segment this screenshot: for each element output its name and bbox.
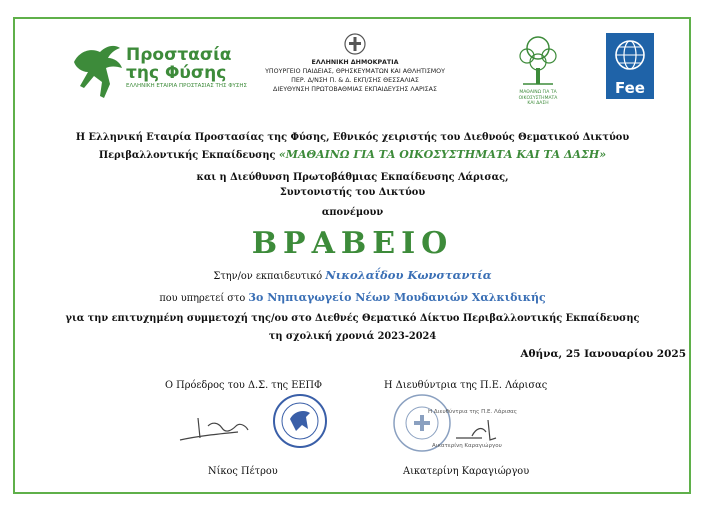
intro-line-2 [30,148,675,161]
tree-logo-caption-2: ΟΙΚΟΣΥΣΤΗΜΑΤΑ [518,95,558,101]
right-signatory-name: Αικατερίνη Καραγιώργου [403,466,530,477]
school-prefix: που υπηρετεί στο [159,293,249,304]
intro-line-2-prefix: Περιβαλλοντικής Εκπαίδευσης [98,150,279,161]
right-stamp-line-2: Αικατερίνη Καραγιώργου [432,443,502,449]
fee-logo [606,33,654,99]
award-title: ΒΡΑΒΕΙΟ [251,226,454,261]
globe-icon [606,33,654,79]
tree-logo-caption-1: ΜΑΘΑΙΝΩ ΓΙΑ ΤΑ [519,90,557,95]
ministry-header [250,58,460,94]
ministry-line: ΕΛΛΗΝΙΚΗ ΔΗΜΟΚΡΑΤΙΑ [311,59,399,66]
left-signatory-role: Ο Πρόεδρος του Δ.Σ. της ΕΕΠΦ [165,380,323,391]
intro-line-3: και η Διεύθυνση Πρωτοβάθμιας Εκπαίδευσης Λάρισας, [196,172,509,183]
reason-line: για την επιτυχημένη συμμετοχή της/ου στο Διεθνές Θεματικό Δίκτυο Περιβαλλοντικής Εκπαίδευσης [65,313,640,324]
recipient-prefix: Στην/ον εκπαιδευτικό [213,271,326,282]
program-name: «ΜΑΘΑΙΝΩ ΓΙΑ ΤΑ ΟΙΚΟΣΥΣΤΗΜΑΤΑ ΚΑΙ ΤΑ ΔΑΣΗ» [278,148,607,161]
org-stamp [272,393,328,449]
intro-line-4: Συντονιστής του Δικτύου [279,187,426,198]
issue-date: Αθήνα, 25 Ιανουαρίου 2025 [520,348,686,360]
goat-icon [70,42,126,100]
org-logo-title-2: της Φύσης [126,63,227,83]
tree-icon [513,32,563,90]
ministry-line: ΠΕΡ. Δ/ΝΣΗ Π. & Δ. ΕΚΠ/ΣΗΣ ΘΕΣΣΑΛΙΑΣ [291,77,419,84]
intro-line-5: απονέμουν [321,207,384,218]
greek-emblem-icon [344,32,366,56]
school-year: τη σχολική χρονιά 2023-2024 [268,331,437,342]
school-name: 3ο Νηπιαγωγείο Νέων Μουδανιών Χαλκιδικής [248,291,546,304]
recipient-name: Νικολαΐδου Κωνσταντία [325,268,492,282]
school-line [30,291,675,304]
right-stamp-line-1: Η Διευθύντρια της Π.Ε. Λάρισας [428,409,518,415]
org-logo-title-1: Προστασία [126,45,232,65]
org-logo-subtitle: ΕΛΛΗΝΙΚΗ ΕΤΑΙΡΙΑ ΠΡΟΣΤΑΣΙΑΣ ΤΗΣ ΦΥΣΗΣ [126,83,247,89]
ministry-line: ΔΙΕΥΘΥΝΣΗ ΠΡΩΤΟΒΑΘΜΙΑΣ ΕΚΠΑΙΔΕΥΣΗΣ ΛΑΡΙΣΑΣ [273,86,437,93]
ministry-line: ΥΠΟΥΡΓΕΙΟ ΠΑΙΔΕΙΑΣ, ΘΡΗΣΚΕΥΜΑΤΩΝ ΚΑΙ ΑΘΛΗΤΙΣΜΟΥ [265,68,445,75]
right-signatory-role: Η Διευθύντρια της Π.Ε. Λάρισας [384,380,548,391]
recipient-line [30,268,675,282]
tree-logo [513,32,563,106]
tree-logo-caption-3: ΚΑΙ ΔΑΣΗ [527,101,549,106]
intro-line-1: Η Ελληνική Εταιρία Προστασίας της Φύσης, Εθνικός χειριστής του Διεθνούς Θεματικού Δικτύου [75,132,630,143]
right-signature-icon [452,414,502,444]
left-signature-icon [178,408,273,448]
org-logo [70,42,247,100]
left-signatory-name: Νίκος Πέτρου [208,466,278,477]
fee-label: Fee [615,79,645,97]
